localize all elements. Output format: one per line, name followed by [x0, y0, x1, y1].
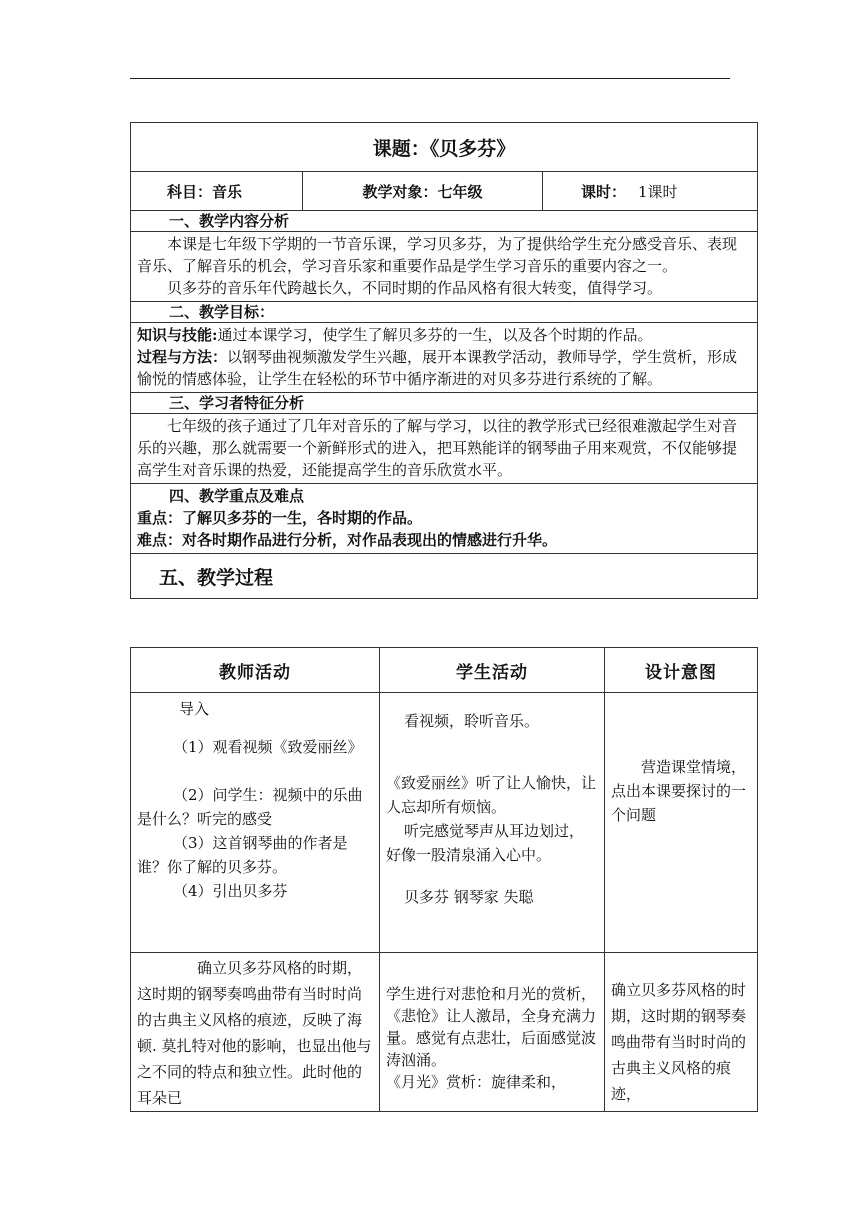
target-cell [303, 172, 543, 211]
section3-paragraph: 七年级的孩子通过了几年对音乐的了解与学习，以往的教学形式已经很难激起学生对音乐的兴趣，那么就需要一个新鲜形式的进入，把耳熟能详的钢琴曲子用来观赏，不仅能够提高学生对音乐课的热爱，还能提高学生的音乐欣赏水平。 [137, 417, 738, 479]
process-methods [137, 346, 751, 390]
subject-cell [131, 172, 303, 211]
knowledge-text: 通过本课学习，使学生了解贝多芬的一生，以及各个时期的作品。 [217, 326, 653, 344]
section1-paragraph-2: 贝多芬的音乐年代跨越长久，不同时期的作品风格有很大转变，值得学习。 [167, 279, 663, 297]
methods-label: 过程与方法： [137, 348, 228, 366]
process-table-continued [130, 952, 758, 1112]
teacher-step: （4）引出贝多芬 [173, 882, 288, 900]
student-step: 贝多芬 钢琴家 失聪 [404, 888, 534, 906]
section3-heading: 三、学习者特征分析 [131, 393, 758, 414]
teacher-step: 导入 [179, 700, 210, 718]
student-step: 看视频，聆听音乐。 [404, 712, 540, 730]
design-intent-text: 营造课堂情境，点出本课要探讨的一个问题 [611, 758, 747, 824]
header-rule [130, 78, 730, 79]
section2-body [131, 323, 758, 393]
lesson-plan-table [130, 122, 758, 599]
hours-value: 1课时 [638, 182, 678, 201]
process-table [130, 647, 758, 953]
subject-value: 音乐 [212, 182, 243, 201]
section4-heading: 四、教学重点及难点 [169, 487, 305, 505]
student-activity-header: 学生活动 [380, 648, 605, 693]
key-point: 重点：了解贝多芬的一生，各时期的作品。 [137, 509, 423, 527]
design-intent-cell [605, 693, 758, 953]
section3-body [131, 414, 758, 484]
student-step: 听完感觉琴声从耳边划过，好像一股清泉涌入心中。 [386, 822, 585, 864]
lesson-title: 课题：《贝多芬》 [131, 123, 758, 172]
subject-label: 科目： [167, 182, 213, 201]
section1-paragraph-1: 本课是七年级下学期的一节音乐课，学习贝多芬，为了提供给学生充分感受音乐、表现音乐、了解音乐的机会，学习音乐家和重要作品是学生学习音乐的重要内容之一。 [137, 235, 738, 275]
methods-text: 以钢琴曲视频激发学生兴趣，展开本课教学活动，教师导学，学生赏析，形成愉悦的情感体验，让学生在轻松的环节中循序渐进的对贝多芬进行系统的了解。 [137, 348, 738, 388]
design-intent-cell-2 [605, 953, 758, 1112]
target-label: 教学对象： [362, 182, 438, 201]
student-step: 《致爱丽丝》听了让人愉快，让人忘却所有烦恼。 [386, 774, 597, 816]
student-activity-cell-2 [380, 953, 605, 1112]
teacher-step: （1）观看视频《致爱丽丝》 [173, 738, 363, 756]
design-intent-text-2: 确立贝多芬风格的时期，这时期的钢琴奏鸣曲带有当时时尚的古典主义风格的痕迹， [611, 981, 747, 1103]
section1-body [131, 232, 758, 302]
section2-heading: 二、教学目标： [131, 302, 758, 323]
teacher-activity-header: 教师活动 [131, 648, 380, 693]
difficult-point: 难点：对各时期作品进行分析，对作品表现出的情感进行升华。 [137, 531, 558, 549]
section1-heading: 一、教学内容分析 [131, 211, 758, 232]
hours-cell [543, 172, 758, 211]
student-activity-text: 学生进行对悲怆和月光的赏析，《悲怆》让人激昂，全身充满力量。感觉有点悲壮，后面感觉波涛汹涌。 [386, 985, 597, 1069]
section5-heading: 五、教学过程 [131, 554, 758, 599]
knowledge-label: 知识与技能: [137, 326, 218, 344]
hours-label: 课时： [581, 182, 627, 201]
knowledge-skills [137, 324, 751, 346]
section4-body [131, 484, 758, 554]
teacher-step: （2）问学生：视频中的乐曲是什么？听完的感受 [137, 786, 363, 828]
target-value: 七年级 [437, 182, 483, 201]
student-activity-cell [380, 693, 605, 953]
student-activity-text: 《月光》赏析：旋律柔和， [386, 1073, 567, 1091]
teacher-activity-cell [131, 693, 380, 953]
teacher-activity-cell-2 [131, 953, 380, 1112]
design-intent-header: 设计意图 [605, 648, 758, 693]
teacher-activity-text: 确立贝多芬风格的时期，这时期的钢琴奏鸣曲带有当时时尚的古典主义风格的痕迹，反映了海顿. 莫扎特对他的影响，也显出他与之不同的特点和独立性。此时他的耳朵已 [137, 959, 372, 1107]
teacher-step: （3）这首钢琴曲的作者是谁？你了解的贝多芬。 [137, 834, 348, 876]
